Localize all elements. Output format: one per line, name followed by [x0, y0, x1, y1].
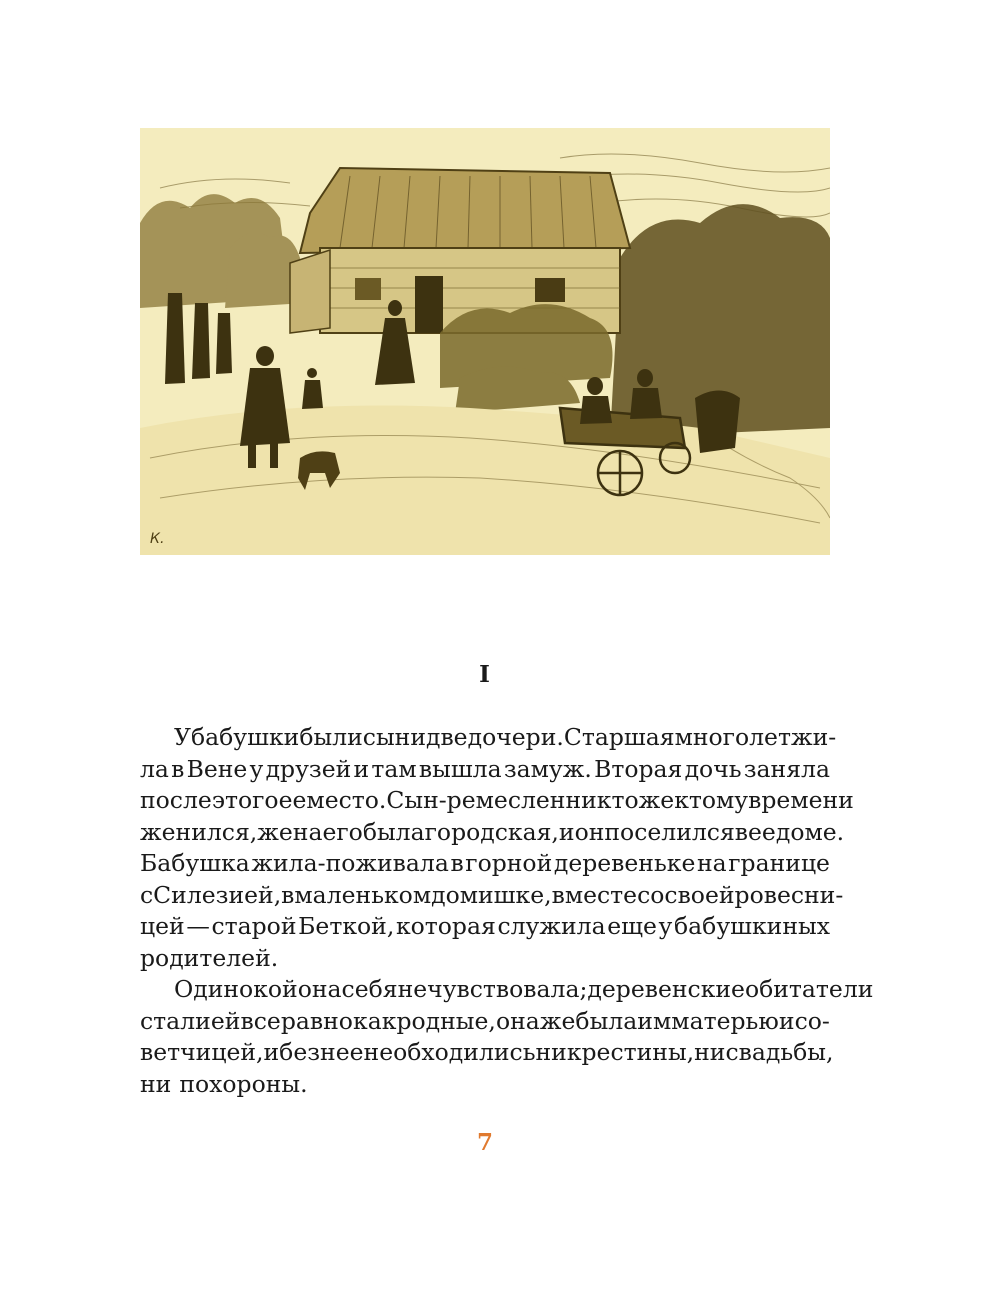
word: как — [353, 1006, 397, 1035]
word: были — [299, 723, 363, 751]
word: женился, — [140, 817, 258, 846]
word: не — [397, 975, 428, 1003]
word: которая — [395, 912, 496, 940]
word: ни — [140, 1069, 172, 1098]
word: домишке, — [431, 880, 552, 909]
word: чувствовала; — [427, 975, 588, 1003]
text-line — [140, 1037, 834, 1069]
text-line — [140, 880, 844, 912]
word: лет — [749, 723, 791, 751]
word: в — [171, 754, 185, 783]
text-line — [140, 1069, 830, 1101]
word: сын — [362, 723, 411, 751]
text-line — [140, 943, 830, 975]
word: он — [574, 817, 605, 846]
word: Старшая — [563, 723, 675, 751]
paragraph-1 — [140, 722, 854, 974]
word: Беткой, — [298, 912, 395, 940]
word: обходились — [393, 1038, 536, 1066]
word: вышла — [418, 754, 502, 783]
word: же — [539, 1006, 576, 1035]
village-illustration — [140, 128, 830, 555]
word: и — [778, 1006, 795, 1035]
word: в — [734, 817, 749, 846]
word: доме. — [775, 817, 845, 846]
word: Сын-ремесленник — [386, 786, 612, 814]
word: им — [637, 1006, 672, 1035]
word: много — [674, 723, 750, 751]
word: бабушки — [190, 723, 300, 751]
word: после — [140, 786, 212, 814]
word: горной — [465, 849, 553, 877]
word: времени — [748, 786, 854, 814]
word: нее — [320, 1038, 364, 1066]
word: была — [575, 1006, 638, 1035]
text-line — [140, 785, 854, 817]
text-line — [140, 848, 830, 880]
text-line — [140, 974, 874, 1006]
word: друзей — [265, 754, 352, 783]
word: она — [297, 975, 342, 1003]
word: Вене — [186, 754, 248, 783]
word: жила-поживала — [251, 849, 449, 877]
word: бабушкиных — [674, 912, 830, 940]
word: замуж. — [503, 754, 592, 783]
word: границе — [728, 849, 830, 877]
word: в — [450, 849, 464, 877]
paragraph-2 — [140, 974, 874, 1100]
word: с — [140, 880, 154, 909]
text-line — [140, 817, 845, 849]
word: и — [558, 817, 575, 846]
word: деревенские — [587, 975, 745, 1003]
word: еще — [607, 912, 657, 940]
word: ее — [278, 786, 307, 814]
text-line — [140, 1006, 830, 1038]
word: без — [279, 1038, 321, 1066]
word: цей — [140, 912, 185, 940]
word: родные, — [396, 1006, 496, 1035]
word: ветчицей, — [140, 1038, 264, 1066]
word: и — [410, 723, 426, 751]
word: у — [249, 754, 264, 783]
word: дочери. — [467, 723, 564, 751]
word: у — [658, 912, 673, 940]
word: этого — [211, 786, 279, 814]
word: деревеньке — [553, 849, 696, 877]
word: старой — [211, 912, 297, 940]
word: ее — [748, 817, 776, 846]
chapter-text — [140, 722, 874, 1100]
word: на — [696, 849, 727, 877]
page-number: 7 — [476, 1129, 493, 1156]
word: не — [363, 1038, 394, 1066]
chapter-number: I — [479, 661, 491, 688]
word: стали — [140, 1006, 211, 1035]
word: себя — [341, 975, 398, 1003]
word: обитатели — [744, 975, 874, 1003]
word: место. — [306, 786, 387, 814]
word: равно — [280, 1006, 353, 1035]
word: вместе — [551, 880, 638, 909]
word: к — [674, 786, 689, 814]
word: дочь — [684, 754, 742, 783]
word: служила — [497, 912, 606, 940]
word: тоже — [611, 786, 675, 814]
word: родителей. — [140, 943, 279, 972]
word: похороны. — [179, 1069, 308, 1098]
word: ни — [694, 1038, 726, 1066]
word: крестины, — [566, 1038, 695, 1066]
word: была — [362, 817, 425, 846]
word: со — [637, 880, 665, 909]
word: она — [495, 1006, 540, 1035]
svg-text:К.: К. — [150, 531, 165, 547]
word: городская, — [424, 817, 559, 846]
word: поселился — [604, 817, 735, 846]
word: его — [322, 817, 363, 846]
word: тому — [688, 786, 749, 814]
word: матерью — [671, 1006, 779, 1035]
word: ни — [535, 1038, 567, 1066]
word: своей — [664, 880, 735, 909]
word: две — [425, 723, 468, 751]
word: жи- — [790, 723, 837, 751]
word: маленьком — [294, 880, 432, 909]
word: и — [263, 1038, 280, 1066]
text-line — [140, 911, 830, 943]
word: в — [281, 880, 295, 909]
word: все — [240, 1006, 281, 1035]
village-sketch-image — [140, 128, 830, 555]
word: Силезией, — [153, 880, 282, 909]
word: Одинокой — [174, 975, 298, 1003]
word: там — [371, 754, 417, 783]
word: жена — [257, 817, 323, 846]
text-line — [140, 722, 837, 754]
text-line — [140, 754, 830, 786]
word: Вторая — [594, 754, 683, 783]
word: — — [186, 912, 210, 940]
word: ровесни- — [734, 880, 844, 909]
word: Бабушка — [140, 849, 250, 877]
word: со- — [794, 1006, 830, 1035]
word: свадьбы, — [725, 1038, 834, 1066]
word: ей — [210, 1006, 241, 1035]
word: У — [174, 723, 191, 751]
word: ла — [140, 754, 169, 783]
word: и — [353, 754, 370, 783]
word: заняла — [743, 754, 830, 783]
